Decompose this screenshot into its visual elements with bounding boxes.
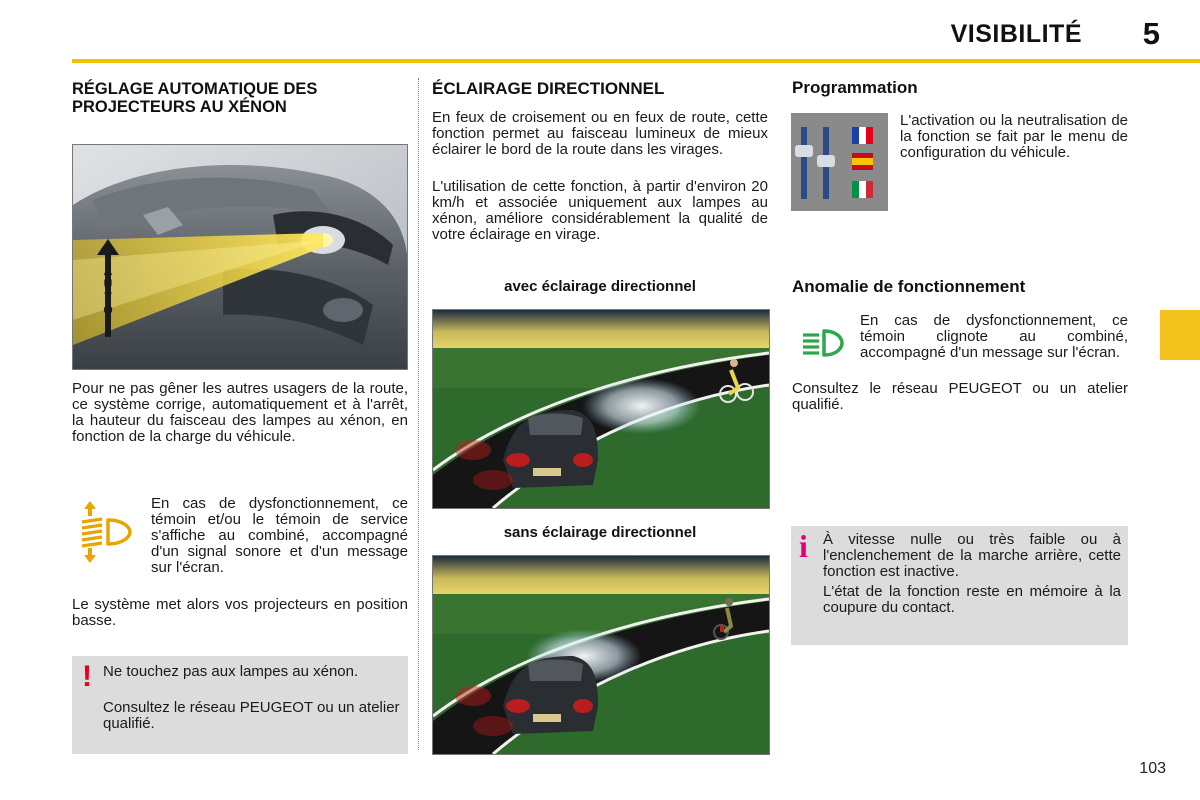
notice-line2: Consultez le réseau PEUGEOT ou un atelier qualifié. [103,699,400,732]
road-scene-with-illustration [433,310,769,508]
notice-line1: Ne touchez pas aux lampes au xénon. [103,663,359,680]
col1-title-line2: PROJECTEURS AU XÉNON [72,98,287,116]
exclamation-icon: ! [82,660,92,693]
info-box [791,526,1128,645]
anomaly-title: Anomalie de fonctionnement [792,277,1026,296]
anomaly-text: En cas de dysfonctionnement, ce témoin clignote au combiné, accompagné d'un message sur l'écran. [860,312,1128,361]
header-rule [72,59,1200,63]
car-front-illustration [73,145,407,369]
headlamp-level-warning-icon [74,500,134,564]
road-scene-without-illustration [433,556,769,754]
col1-paragraph1: Pour ne pas gêner les autres usagers de la route, ce système corrige, automatiquement et à l'arrêt, la hauteur du faisceau des lampes au xénon, en fonction de la charge du véhicule. [72,380,408,445]
col2-title: ÉCLAIRAGE DIRECTIONNEL [432,79,665,98]
scene-with-directional [432,309,770,509]
section-title: VISIBILITÉ [950,20,1082,48]
column-divider [418,78,419,750]
page-number: 103 [1139,760,1166,777]
auto-label: AUTO [103,264,113,317]
col2-paragraph2: L'utilisation de cette fonction, à partir d'environ 20 km/h et associée uniquement aux lampes au xénon, améliore considérablement la qualité de votre éclairage en virage. [432,178,768,243]
caption-without-directional: sans éclairage directionnel [503,524,697,541]
col2-paragraph1: En feux de croisement ou en feux de route, cette fonction permet au faisceau lumineux de mieux éclairer le bord de la route dans les virages. [432,109,768,158]
anomaly-text2: Consultez le réseau PEUGEOT ou un atelier qualifié. [792,380,1128,413]
scene-without-directional [432,555,770,755]
chapter-tab [1160,310,1200,360]
directional-lighting-icon [800,327,844,359]
info-icon: i [799,528,808,564]
col1-warning-text: En cas de dysfonctionnement, ce témoin et/ou le témoin de service s'affiche au combiné, accompagné d'un signal sonore et d'un message sur l'écran. [151,495,408,576]
col1-title [72,80,408,116]
caption-with-directional: avec éclairage directionnel [504,278,696,295]
notice-box [72,656,408,754]
config-menu-icon [791,113,888,211]
info-line1: À vitesse nulle ou très faible ou à l'enclenchement de la marche arrière, cette fonction est inactive. [823,531,1121,580]
col1-title-line1: RÉGLAGE AUTOMATIQUE DES [72,80,318,98]
col1-paragraph2: Le système met alors vos projecteurs en position basse. [72,596,408,629]
programmation-text: L'activation ou la neutralisation de la fonction se fait par le menu de configuration du véhicule. [900,112,1128,161]
programmation-title: Programmation [792,78,918,97]
info-line2: L'état de la fonction reste en mémoire à la coupure du contact. [823,583,1121,616]
chapter-number: 5 [1142,16,1160,51]
headlamp-photo [72,144,408,370]
